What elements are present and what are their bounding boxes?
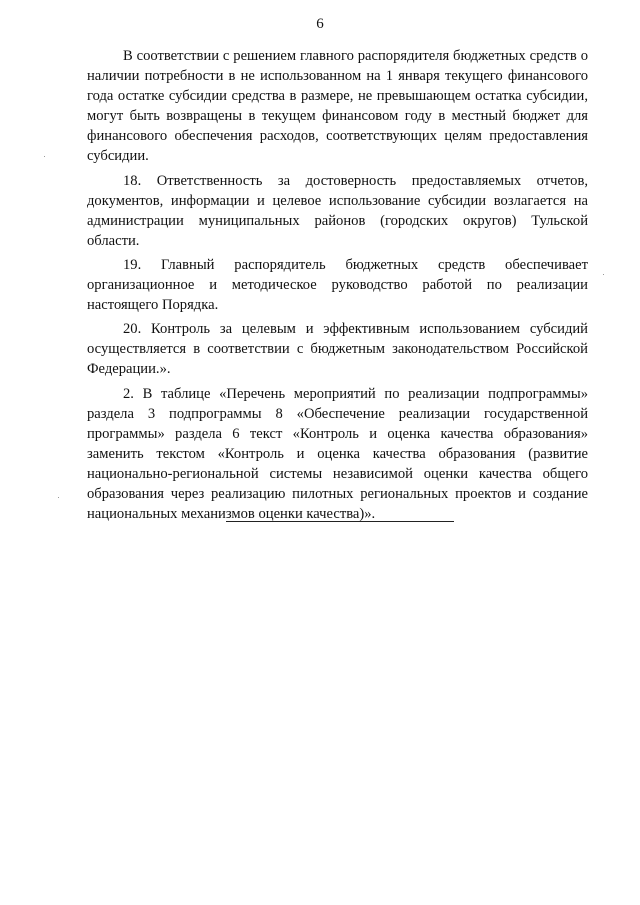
- paragraph-subsidy-return: В соответствии с решением главного распорядителя бюджетных средств о наличии потребности в не использованном на 1 января текущего финансового года остатке субсидии средства в размере, не превышающем остатка субсидии, могут быть возвращены в текущем финансовом году в местный бюджет для финансового обеспечения расходов, соответствующих целям предоставления субсидии.: [87, 48, 588, 165]
- scan-speck: [44, 156, 45, 157]
- page-number: 6: [316, 16, 324, 32]
- end-separator-line: [226, 521, 454, 522]
- paragraph-20-control: 20. Контроль за целевым и эффективным использованием субсидий осуществляется в соответствии с бюджетным законодательством Российской Федерации.».: [87, 321, 588, 378]
- paragraph-19-management: 19. Главный распорядитель бюджетных средств обеспечивает организационное и методическое руководство работой по реализации настоящего Порядка.: [87, 256, 588, 314]
- paragraph-18-responsibility: 18. Ответственность за достоверность предоставляемых отчетов, документов, информации и целевое использование субсидии возлагается на администрации муниципальных районов (городских округов) Тульской области.: [87, 172, 588, 249]
- paragraph-2-table-amendment: 2. В таблице «Перечень мероприятий по реализации подпрограммы» раздела 3 подпрограммы 8 «Обеспечение реализации государственной программы» раздела 6 текст «Контроль и оценка качества образования» заменить текстом «Контроль и оценка качества образования (развитие национально-региональной системы независимой оценки качества общего образования через реализацию пилотных региональных проектов и создание национальных механизмов оценки качества)».: [87, 385, 588, 523]
- document-body: [87, 46, 588, 528]
- scan-speck: [603, 274, 604, 275]
- scan-speck: [58, 497, 59, 498]
